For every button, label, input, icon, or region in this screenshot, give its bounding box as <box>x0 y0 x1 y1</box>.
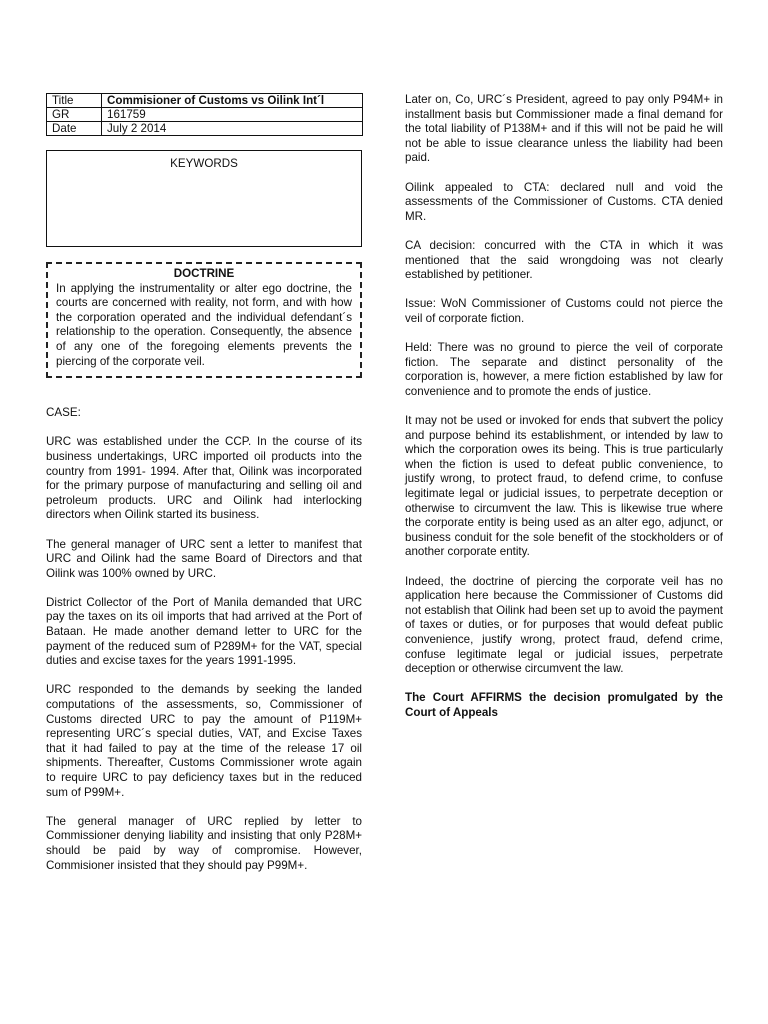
case-paragraph: CA decision: concurred with the CTA in which it was mentioned that the said wrongdoing was not clearly established by petitioner. <box>405 238 723 282</box>
keywords-heading: KEYWORDS <box>170 157 238 170</box>
case-paragraph: URC responded to the demands by seeking the landed computations of the assessments, so, Commissioner of Customs directed URC to pay the amount of P119M+ representing URC´s special duties, VAT, and Excise Taxes that it had failed to pay at the time of the release 17 oil shipments. Thereafter, Customs Commissioner wrote again to require URC to pay deficiency taxes but in the reduced sum of P99M+. <box>46 683 362 799</box>
case-paragraph: URC was established under the CCP. In the course of its business undertakings, URC imported oil products into the country from 1991- 1994. After that, Oilink was incorporated for the primary purpose of manufacturing and selling oil and petroleum products. URC and Oilink had interlocking directors when Oilink started its business. <box>46 435 362 522</box>
table-row <box>47 122 363 136</box>
case-paragraph: The general manager of URC sent a letter to manifest that URC and Oilink had the same Board of Directors and that Oilink was 100% owned by URC. <box>46 537 362 580</box>
case-paragraph: It may not be used or invoked for ends that subvert the policy and purpose behind its establishment, or intended by law to which the corporation owes its being. This is true particularly when the fiction is used to defeat public convenience, to justify wrong, to protect fraud, to defend crime, to confuse legitimate legal or judicial issues, to perpetrate deception or otherwise to circumvent the law. This is likewise true where the corporate entity is being used as an alter ego, adjunct, or business conduit for the sole benefit of the stockholders or of another corporate entity. <box>405 414 723 559</box>
case-paragraph: Indeed, the doctrine of piercing the corporate veil has no application here because the Commissioner of Customs did not establish that Oilink had been set up to avoid the payment of taxes or duties, or for purposes that would defeat public convenience, justify wrong, protect fraud, defend crime, confuse legitimate legal or judicial issues, perpetrate deception or otherwise circumvent the law. <box>405 574 723 676</box>
keywords-box <box>46 150 362 247</box>
table-row <box>47 94 363 108</box>
doctrine-text: In applying the instrumentality or alter ego doctrine, the courts are concerned with reality, not form, and with how the corporation operated and the individual defendant´s relationship to the operation. Consequently, the absence of any one of the foregoing elements prevents the piercing of the corporate veil. <box>56 281 352 368</box>
case-info-table <box>46 93 363 136</box>
issue-paragraph: Issue: WoN Commissioner of Customs could not pierce the veil of corporate fiction. <box>405 297 723 325</box>
case-paragraph: Later on, Co, URC´s President, agreed to pay only P94M+ in installment basis but Commissioner made a final demand for the total liability of P138M+ and if this will not be paid he will not be able to issue clearance unless the liability had been paid. <box>405 93 723 165</box>
date-value: July 2 2014 <box>102 122 363 136</box>
table-row <box>47 108 363 122</box>
date-label: Date <box>47 122 102 136</box>
gr-value: 161759 <box>102 108 363 122</box>
case-paragraph: The general manager of URC replied by letter to Commissioner denying liability and insisting that only P28M+ should be paid by way of compromise. However, Commisioner insisted that they should pay P99M+. <box>46 814 362 872</box>
title-value: Commisioner of Customs vs Oilink Int´l <box>102 94 363 108</box>
gr-label: GR <box>47 108 102 122</box>
case-paragraph: Oilink appealed to CTA: declared null and void the assessments of the Commissioner of Customs. CTA denied MR. <box>405 180 723 223</box>
right-column <box>405 93 723 735</box>
doctrine-heading: DOCTRINE <box>173 267 235 280</box>
doctrine-box <box>46 262 362 378</box>
title-label: Title <box>47 94 102 108</box>
held-paragraph: Held: There was no ground to pierce the veil of corporate fiction. The separate and distinct personality of the corporation is, however, a mere fiction established by law for convenience and to promote the ends of justice. <box>405 341 723 398</box>
case-label: CASE: <box>46 406 81 420</box>
left-column <box>46 93 362 888</box>
case-paragraph: District Collector of the Port of Manila demanded that URC pay the taxes on its oil imports that had arrived at the Port of Bataan. He made another demand letter to URC for the payment of the reduced sum of P289M+ for the VAT, special duties and excise taxes for the years 1991-1995. <box>46 595 362 668</box>
ruling-paragraph: The Court AFFIRMS the decision promulgated by the Court of Appeals <box>405 691 723 719</box>
